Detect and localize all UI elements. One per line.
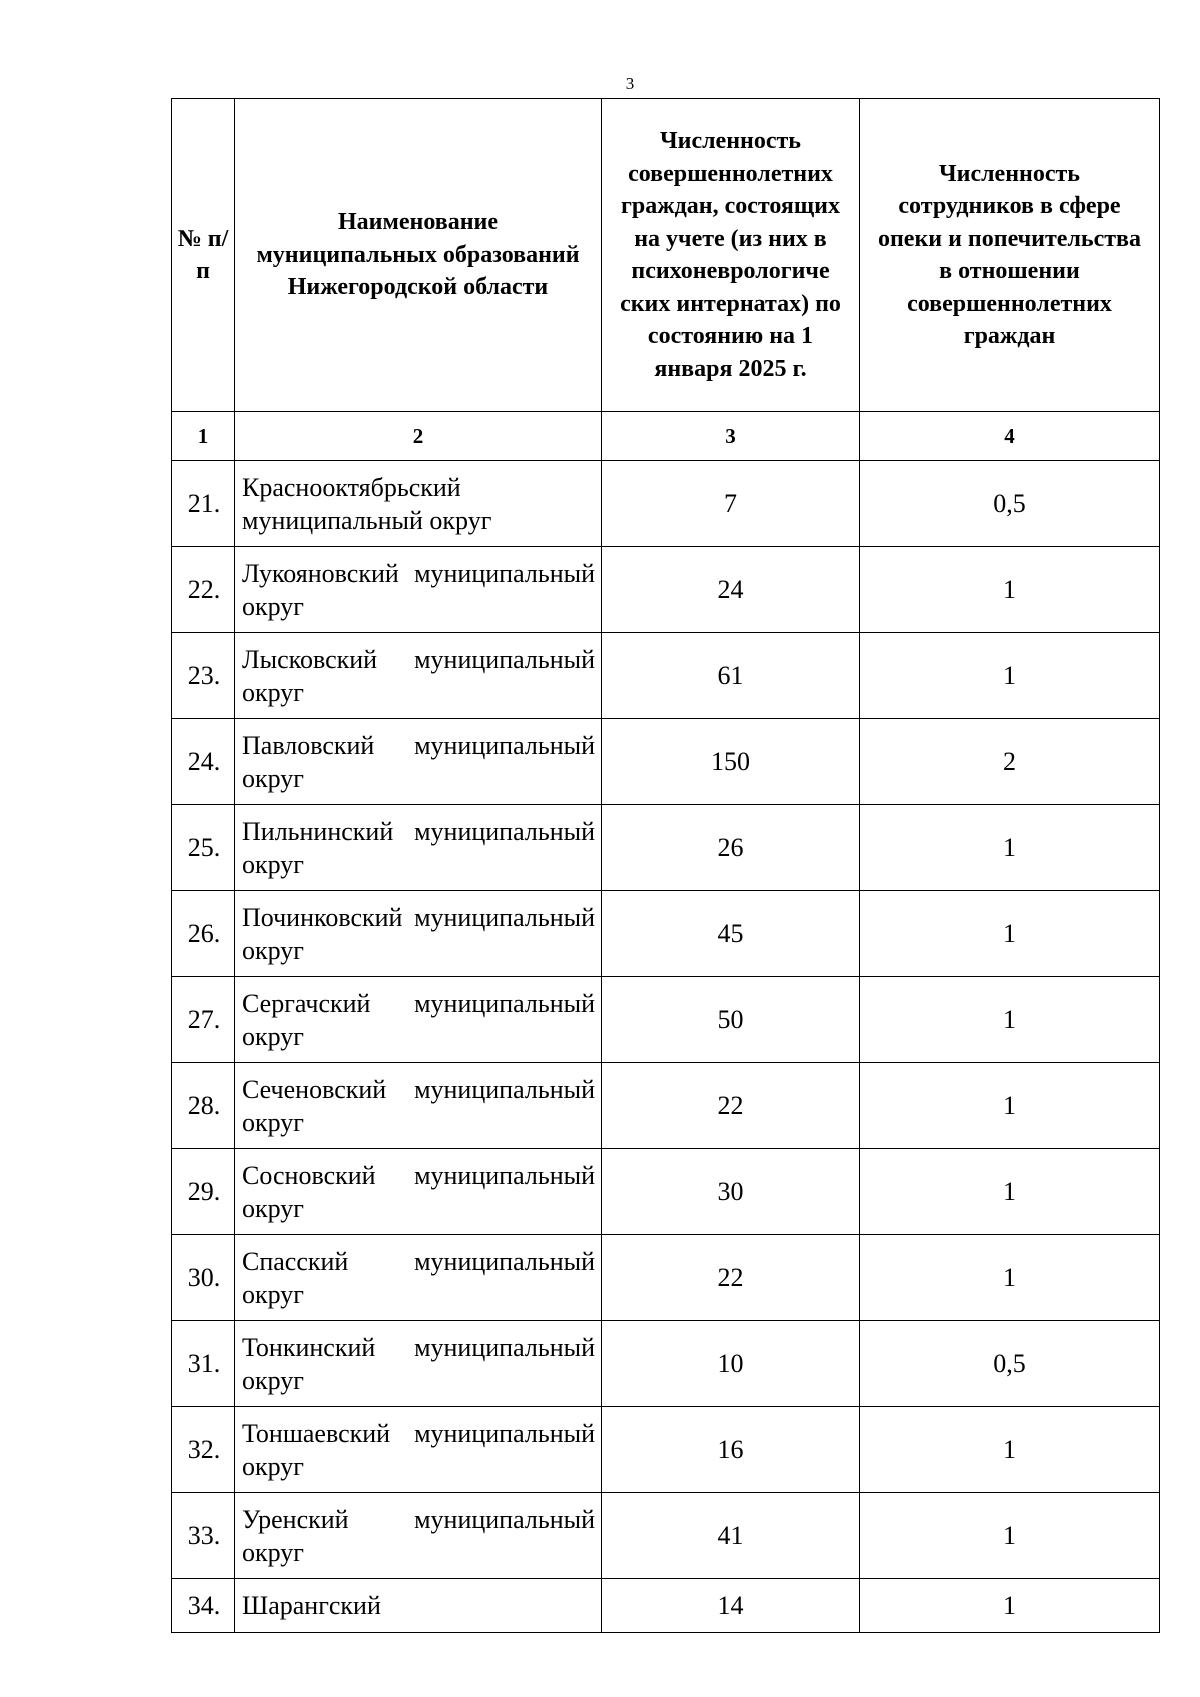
row-index: 22. (172, 547, 235, 633)
citizens-count: 22 (602, 1063, 860, 1149)
municipality-name: Уренский муниципальный округ (235, 1493, 602, 1579)
municipality-name: Починковский муниципальный округ (235, 891, 602, 977)
header-citizens-count (602, 99, 860, 412)
row-index: 28. (172, 1063, 235, 1149)
municipality-name: Сосновский муниципальный округ (235, 1149, 602, 1235)
header-citizens-count-text: Численность совершеннолетних граждан, состоящих на учете (из них в психоневрологиче ских интернатах) по состоянию на 1 января 2025 г. (620, 128, 841, 382)
staff-count: 1 (860, 1407, 1160, 1493)
table-row (172, 891, 1160, 977)
citizens-count: 50 (602, 977, 860, 1063)
municipality-name: Пильнинский муниципальный округ (235, 805, 602, 891)
staff-count: 1 (860, 1235, 1160, 1321)
row-index: 33. (172, 1493, 235, 1579)
staff-count: 1 (860, 547, 1160, 633)
column-number: 3 (602, 412, 860, 461)
header-number-text: № п/п (177, 225, 229, 284)
table-row (172, 547, 1160, 633)
citizens-count: 26 (602, 805, 860, 891)
staff-count: 0,5 (860, 1321, 1160, 1407)
row-index: 23. (172, 633, 235, 719)
citizens-count: 45 (602, 891, 860, 977)
municipality-name: Шарангский (235, 1579, 602, 1633)
staff-count: 1 (860, 1149, 1160, 1235)
citizens-count: 30 (602, 1149, 860, 1235)
citizens-count: 22 (602, 1235, 860, 1321)
row-index: 31. (172, 1321, 235, 1407)
header-municipality (235, 99, 602, 412)
municipality-name: Краснооктябрьский муниципальный округ (235, 461, 602, 547)
citizens-count: 14 (602, 1579, 860, 1633)
row-index: 30. (172, 1235, 235, 1321)
municipality-name: Тоншаевский муниципальный округ (235, 1407, 602, 1493)
header-number (172, 99, 235, 412)
page-number: 3 (625, 74, 635, 93)
column-number-row (172, 412, 1160, 461)
table-row (172, 461, 1160, 547)
table-row (172, 1235, 1160, 1321)
staff-count: 2 (860, 719, 1160, 805)
staff-count: 1 (860, 1063, 1160, 1149)
table-row (172, 633, 1160, 719)
citizens-count: 150 (602, 719, 860, 805)
staff-count: 1 (860, 633, 1160, 719)
municipality-name: Лукояновский муниципальный округ (235, 547, 602, 633)
row-index: 24. (172, 719, 235, 805)
table-row (172, 1493, 1160, 1579)
row-index: 32. (172, 1407, 235, 1493)
row-index: 34. (172, 1579, 235, 1633)
table-row (172, 1063, 1160, 1149)
header-municipality-text: Наименование муниципальных образований Нижегородской области (256, 209, 580, 301)
citizens-count: 24 (602, 547, 860, 633)
header-staff-count-text: Численность сотрудников в сфере опеки и попечительства в отношении совершеннолетних граждан (877, 160, 1142, 349)
municipality-name: Сергачский муниципальный округ (235, 977, 602, 1063)
municipal-guardianship-table (171, 98, 1160, 1633)
staff-count: 1 (860, 1493, 1160, 1579)
column-number: 4 (860, 412, 1160, 461)
staff-count: 1 (860, 891, 1160, 977)
citizens-count: 41 (602, 1493, 860, 1579)
header-staff-count (860, 99, 1160, 412)
municipality-name: Сеченовский муниципальный округ (235, 1063, 602, 1149)
row-index: 25. (172, 805, 235, 891)
table-row (172, 719, 1160, 805)
table-body (172, 461, 1160, 1633)
staff-count: 1 (860, 1579, 1160, 1633)
citizens-count: 16 (602, 1407, 860, 1493)
row-index: 29. (172, 1149, 235, 1235)
table-row (172, 977, 1160, 1063)
table-row (172, 1579, 1160, 1633)
table-header-row (172, 99, 1160, 412)
citizens-count: 7 (602, 461, 860, 547)
row-index: 21. (172, 461, 235, 547)
staff-count: 0,5 (860, 461, 1160, 547)
row-index: 27. (172, 977, 235, 1063)
table-row (172, 805, 1160, 891)
column-number: 1 (172, 412, 235, 461)
municipality-name: Лысковский муниципальный округ (235, 633, 602, 719)
table-row (172, 1321, 1160, 1407)
column-number: 2 (235, 412, 602, 461)
table-row (172, 1407, 1160, 1493)
row-index: 26. (172, 891, 235, 977)
citizens-count: 61 (602, 633, 860, 719)
table-row (172, 1149, 1160, 1235)
staff-count: 1 (860, 977, 1160, 1063)
municipality-name: Тонкинский муниципальный округ (235, 1321, 602, 1407)
municipality-name: Павловский муниципальный округ (235, 719, 602, 805)
citizens-count: 10 (602, 1321, 860, 1407)
municipality-name: Спасский муниципальный округ (235, 1235, 602, 1321)
staff-count: 1 (860, 805, 1160, 891)
